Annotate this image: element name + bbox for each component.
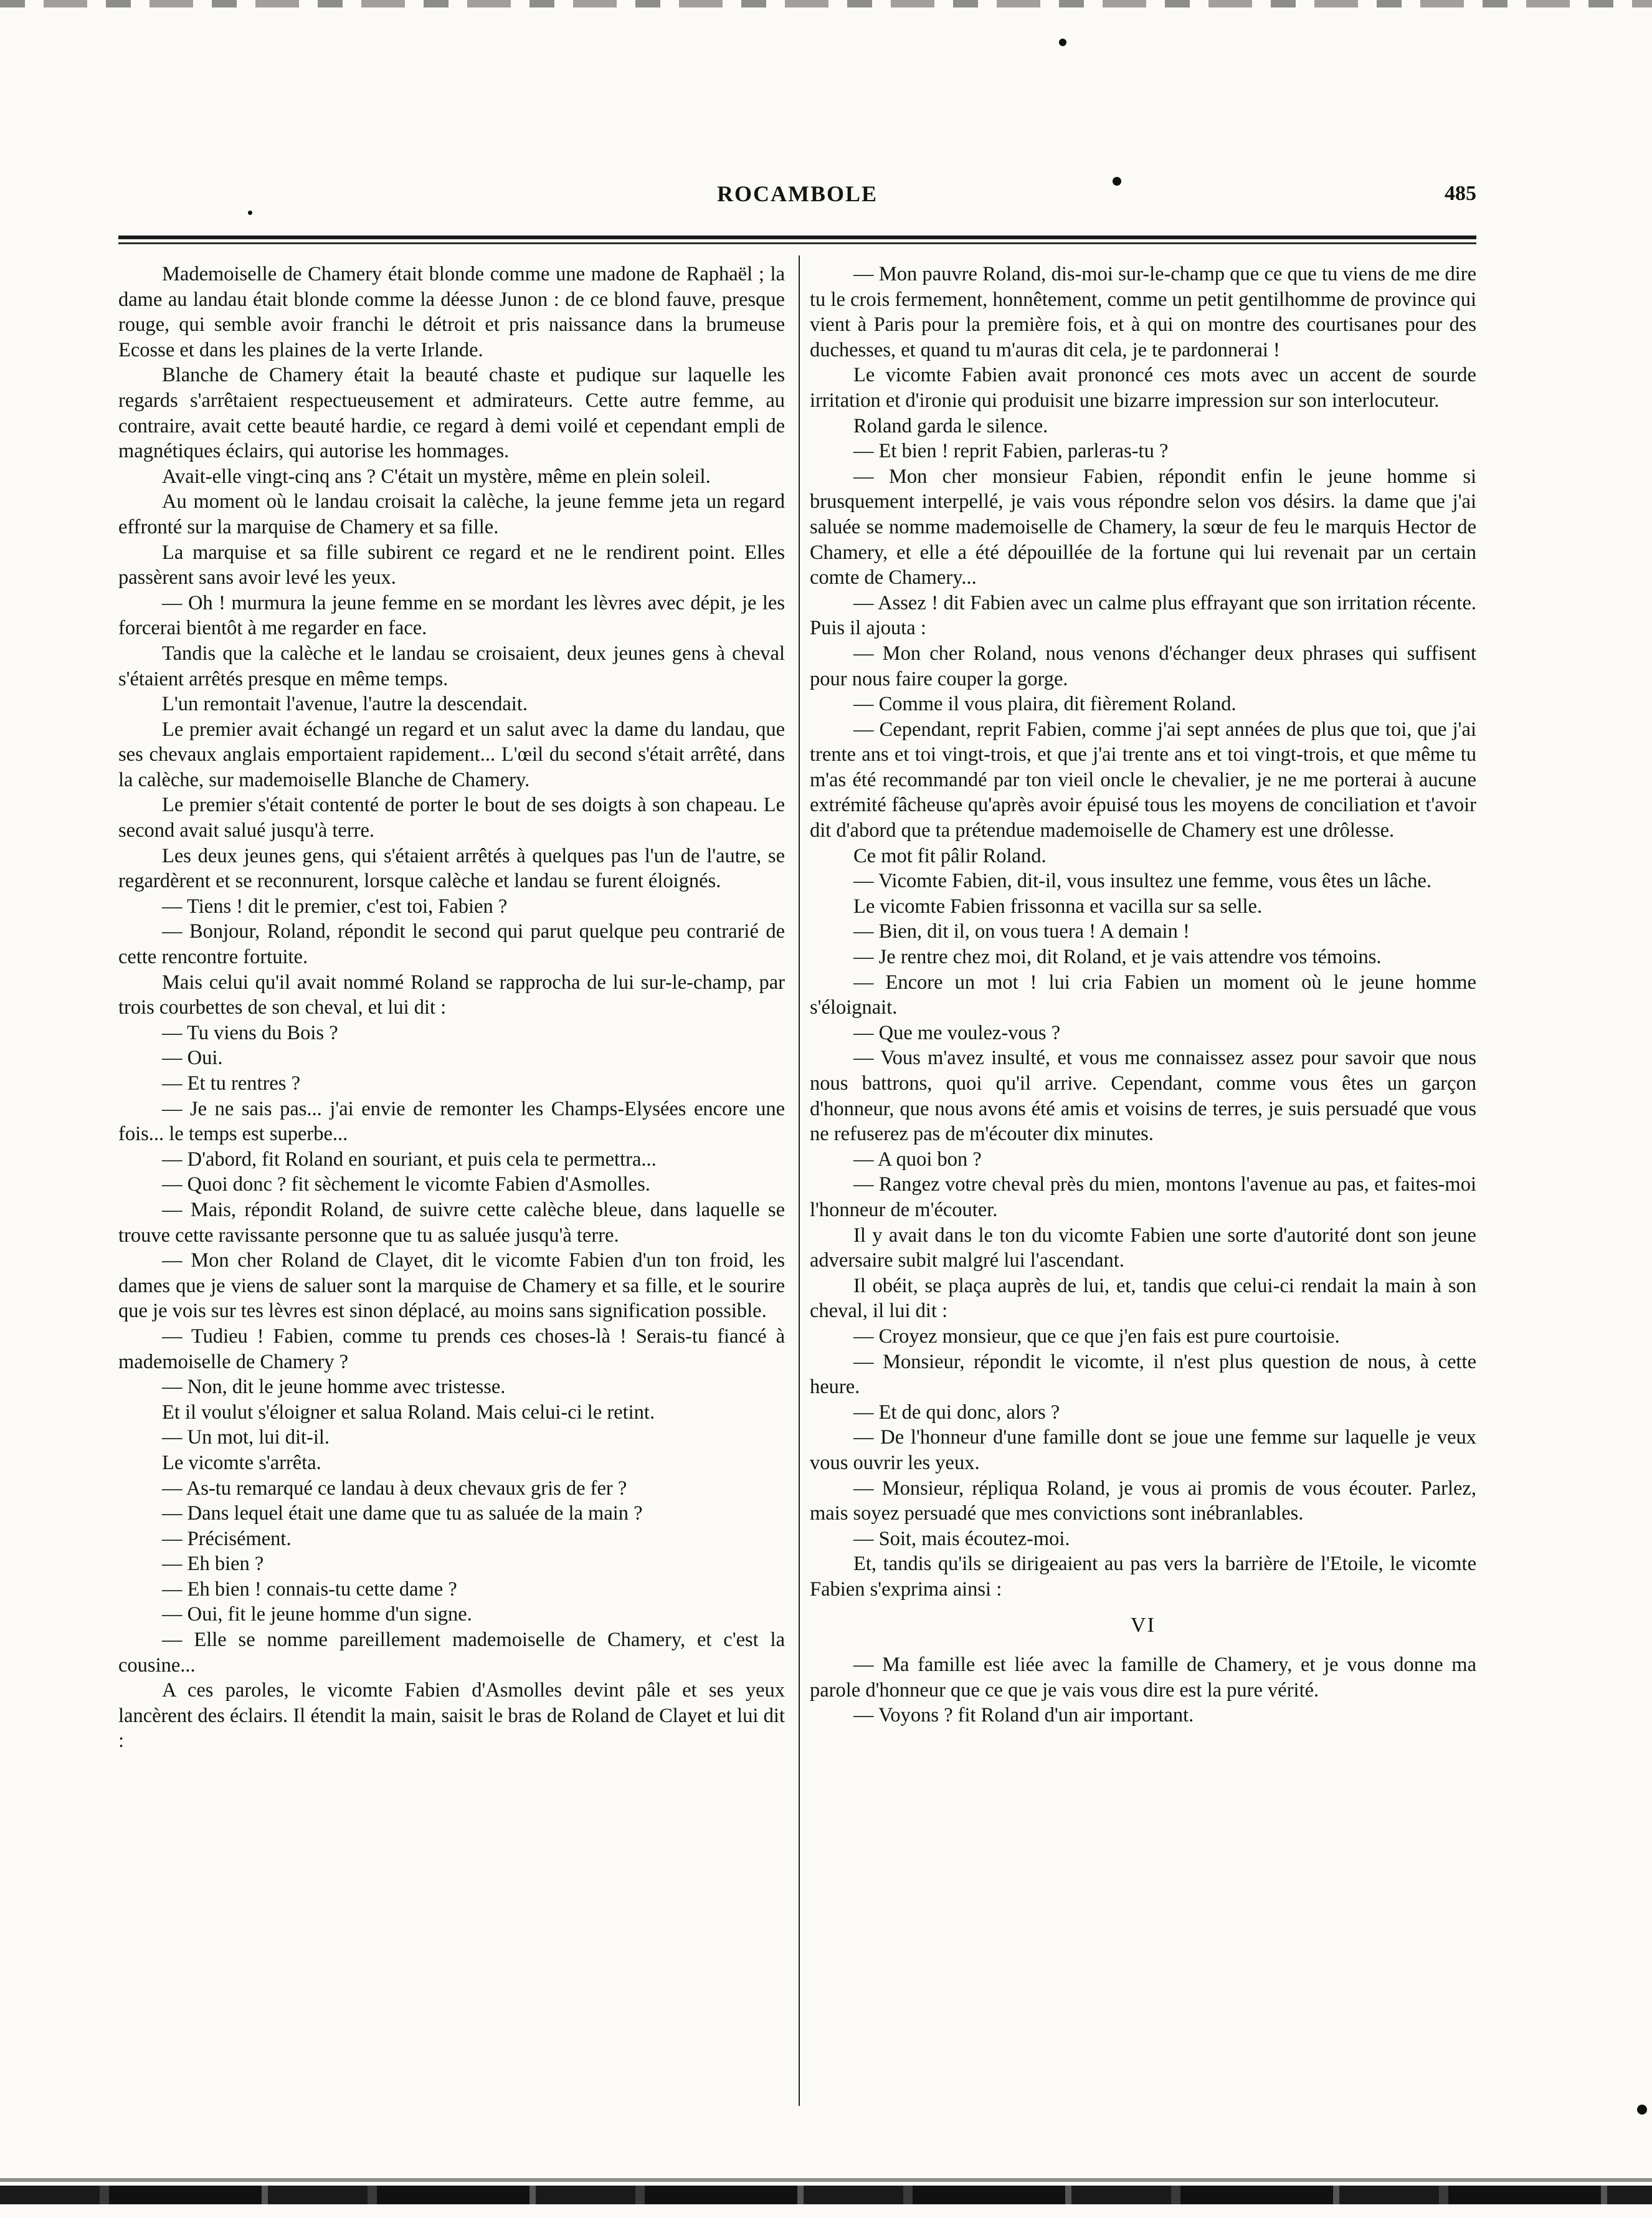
paragraph: — Mon pauvre Roland, dis-moi sur-le-champ que ce que tu viens de me dire tu le crois fermement, honnêtement, comme un petit gentilhomme de province qui vient à Paris pour la première fois, et à qui on montre des courtisanes pour des duchesses, et quand tu m'auras dit cela, je te pardonnerai ! bbox=[810, 263, 1476, 361]
paragraph: Il y avait dans le ton du vicomte Fabien une sorte d'autorité dont son jeune adversaire subit malgré lui l'ascendant. bbox=[810, 1224, 1476, 1272]
paragraph: Le vicomte Fabien avait prononcé ces mots avec un accent de sourde irritation et d'ironie qui produisit une bizarre impression sur son interlocuteur. bbox=[810, 364, 1476, 412]
right-column bbox=[810, 262, 1476, 1728]
page-header bbox=[118, 176, 1476, 213]
paragraph: — Tudieu ! Fabien, comme tu prends ces choses-là ! Serais-tu fiancé à mademoiselle de Chamery ? bbox=[118, 1325, 785, 1373]
paragraph: — Et bien ! reprit Fabien, parleras-tu ? bbox=[853, 440, 1169, 463]
paragraph: — Croyez monsieur, que ce que j'en fais est pure courtoisie. bbox=[853, 1325, 1340, 1348]
paragraph: — Et de qui donc, alors ? bbox=[853, 1401, 1060, 1424]
paragraph: — Oui. bbox=[162, 1047, 223, 1070]
paragraph: Ce mot fit pâlir Roland. bbox=[853, 844, 1047, 867]
paragraph: — Vous m'avez insulté, et vous me connaissez assez pour savoir que nous nous battrons, quoi qu'il arrive. Cependant, comme vous êtes un garçon d'honneur, que nous avons été amis et voisins de terres, je suis persuadé que vous ne refuserez pas de m'écouter dix minutes. bbox=[810, 1047, 1476, 1146]
paragraph: — Elle se nomme pareillement mademoiselle de Chamery, et c'est la cousine... bbox=[118, 1629, 785, 1677]
paragraph: — D'abord, fit Roland en souriant, et puis cela te permettra... bbox=[162, 1148, 657, 1171]
paragraph: Le vicomte s'arrêta. bbox=[162, 1451, 321, 1474]
paragraph: Le vicomte Fabien frissonna et vacilla sur sa selle. bbox=[853, 895, 1263, 918]
paragraph: Les deux jeunes gens, qui s'étaient arrêtés à quelques pas l'un de l'autre, se regardèrent et se reconnurent, lorsque calèche et landau se furent éloignés. bbox=[118, 844, 785, 893]
paragraph: Avait-elle vingt-cinq ans ? C'était un mystère, même en plein soleil. bbox=[162, 465, 711, 488]
paragraph: — Mon cher Roland, nous venons d'échanger deux phrases qui suffisent pour nous faire couper la gorge. bbox=[810, 642, 1476, 690]
paragraph: Mademoiselle de Chamery était blonde comme une madone de Raphaël ; la dame au landau était blonde comme la déesse Junon : de ce blond fauve, presque rouge, qui semble avoir franchi le détroit et pris naissance dans la brumeuse Ecosse et dans les plaines de la verte Irlande. bbox=[118, 263, 785, 361]
column-divider bbox=[799, 255, 800, 2106]
paragraph: — Monsieur, répliqua Roland, je vous ai promis de vous écouter. Parlez, mais soyez persuadé que mes convictions sont inébranlables. bbox=[810, 1477, 1476, 1525]
paragraph: — Je ne sais pas... j'ai envie de remonter les Champs-Elysées encore une fois... le temps est superbe... bbox=[118, 1097, 785, 1146]
header-rule bbox=[118, 236, 1476, 239]
paragraph: Blanche de Chamery était la beauté chaste et pudique sur laquelle les regards s'arrêtaient respectueusement et admirateurs. Cette autre femme, au contraire, avait cette beauté hardie, ce regard à demi voilé et cependant empli de magnétiques éclairs, qui autorise les hommages. bbox=[118, 364, 785, 463]
paragraph: — Encore un mot ! lui cria Fabien un moment où le jeune homme s'éloignait. bbox=[810, 971, 1476, 1019]
paragraph: — Et tu rentres ? bbox=[162, 1072, 301, 1095]
paragraph: — Cependant, reprit Fabien, comme j'ai sept années de plus que toi, que j'ai trente ans et toi vingt-trois, et que j'ai trente ans et toi vingt-trois, et que même tu m'as été recommandé par ton vieil oncle le chevalier, je ne me porterai à aucune extrémité fâcheuse qu'après avoir épuisé tous les moyens de conciliation et t'avoir dit d'abord que ta prétendue mademoiselle de Chamery est une drôlesse. bbox=[810, 718, 1476, 842]
paragraph: — Eh bien ? bbox=[162, 1553, 264, 1576]
paragraph: — Mon cher Roland de Clayet, dit le vicomte Fabien d'un ton froid, les dames que je viens de saluer sont la marquise de Chamery et sa fille, et le sourire que je vois sur tes lèvres est sinon déplacé, au moins sans signification possible. bbox=[118, 1249, 785, 1323]
paragraph: — Assez ! dit Fabien avec un calme plus effrayant que son irritation récente. Puis il ajouta : bbox=[810, 591, 1476, 640]
footer-rule bbox=[0, 2186, 1652, 2204]
paragraph: — Je rentre chez moi, dit Roland, et je vais attendre vos témoins. bbox=[853, 946, 1382, 969]
footer-rule-thin bbox=[0, 2178, 1652, 2182]
paragraph: — Mais, répondit Roland, de suivre cette calèche bleue, dans laquelle se trouve cette ravissante personne que tu as saluée jusqu'à terre. bbox=[118, 1198, 785, 1247]
paragraph: — Quoi donc ? fit sèchement le vicomte Fabien d'Asmolles. bbox=[162, 1173, 650, 1196]
paragraph: Mais celui qu'il avait nommé Roland se rapprocha de lui sur-le-champ, par trois courbettes de son cheval, et lui dit : bbox=[118, 971, 785, 1019]
paragraph: Et, tandis qu'ils se dirigeaient au pas vers la barrière de l'Etoile, le vicomte Fabien s'exprima ainsi : bbox=[810, 1553, 1476, 1601]
ink-speck bbox=[1637, 2105, 1647, 2115]
running-title: ROCAMBOLE bbox=[716, 181, 878, 206]
paragraph: — As-tu remarqué ce landau à deux chevaux gris de fer ? bbox=[162, 1477, 627, 1500]
paragraph: Au moment où le landau croisait la calèche, la jeune femme jeta un regard effronté sur la marquise de Chamery et sa fille. bbox=[118, 490, 785, 538]
paragraph: — Précisément. bbox=[162, 1527, 292, 1550]
paragraph: — Voyons ? fit Roland d'un air important. bbox=[853, 1704, 1194, 1727]
page-top-edge bbox=[0, 0, 1652, 7]
paragraph: — Tu viens du Bois ? bbox=[162, 1021, 338, 1044]
paragraph: — Bien, dit il, on vous tuera ! A demain ! bbox=[853, 920, 1190, 943]
paragraph: — Ma famille est liée avec la famille de Chamery, et je vous donne ma parole d'honneur que ce que je vais vous dire est la pure vérité. bbox=[810, 1654, 1476, 1702]
left-column bbox=[118, 262, 785, 1754]
header-rule-thin bbox=[118, 242, 1476, 244]
paragraph: — Monsieur, répondit le vicomte, il n'est plus question de nous, à cette heure. bbox=[810, 1350, 1476, 1399]
chapter-heading: VI bbox=[1131, 1614, 1156, 1637]
paragraph: — Eh bien ! connais-tu cette dame ? bbox=[162, 1578, 457, 1601]
paragraph: — Oh ! murmura la jeune femme en se mordant les lèvres avec dépit, je les forcerai bientôt à me regarder en face. bbox=[118, 591, 785, 640]
paragraph: — Soit, mais écoutez-moi. bbox=[853, 1527, 1070, 1550]
paragraph: — Non, dit le jeune homme avec tristesse. bbox=[162, 1376, 506, 1399]
paragraph: Le premier s'était contenté de porter le bout de ses doigts à son chapeau. Le second avait salué jusqu'à terre. bbox=[118, 794, 785, 842]
paragraph: La marquise et sa fille subirent ce regard et ne le rendirent point. Elles passèrent sans avoir levé les yeux. bbox=[118, 541, 785, 589]
paragraph: — Comme il vous plaira, dit fièrement Roland. bbox=[853, 693, 1237, 716]
paragraph: — De l'honneur d'une famille dont se joue une femme sur laquelle je veux vous ouvrir les yeux. bbox=[810, 1426, 1476, 1474]
paragraph: Roland garda le silence. bbox=[853, 414, 1048, 437]
page-number: 485 bbox=[1445, 182, 1476, 205]
paragraph: — A quoi bon ? bbox=[853, 1148, 982, 1171]
paragraph: — Que me voulez-vous ? bbox=[853, 1021, 1061, 1044]
paragraph: — Mon cher monsieur Fabien, répondit enfin le jeune homme si brusquement interpellé, je vais vous répondre selon vos désirs. la dame que j'ai saluée se nomme mademoiselle de Chamery, la sœur de feu le marquis Hector de Chamery, et elle a été dépouillée de la fortune qui lui revenait par un certain comte de Chamery... bbox=[810, 465, 1476, 589]
paragraph: — Tiens ! dit le premier, c'est toi, Fabien ? bbox=[162, 895, 508, 918]
paragraph: L'un remontait l'avenue, l'autre la descendait. bbox=[162, 693, 528, 716]
paragraph: Et il voulut s'éloigner et salua Roland. Mais celui-ci le retint. bbox=[162, 1401, 655, 1424]
paragraph: — Rangez votre cheval près du mien, montons l'avenue au pas, et faites-moi l'honneur de m'écouter. bbox=[810, 1173, 1476, 1221]
paragraph: Il obéit, se plaça auprès de lui, et, tandis que celui-ci rendait la main à son cheval, il lui dit : bbox=[810, 1274, 1476, 1323]
paragraph: — Dans lequel était une dame que tu as saluée de la main ? bbox=[162, 1502, 643, 1525]
ink-speck bbox=[1059, 39, 1066, 46]
paragraph: Le premier avait échangé un regard et un salut avec la dame du landau, que ses chevaux anglais emportaient rapidement... L'œil du second s'était arrêté, dans la calèche, sur mademoiselle Blanche de Chamery. bbox=[118, 718, 785, 791]
paragraph: Tandis que la calèche et le landau se croisaient, deux jeunes gens à cheval s'étaient arrêtés presque en même temps. bbox=[118, 642, 785, 690]
paragraph: — Bonjour, Roland, répondit le second qui parut quelque peu contrarié de cette rencontre fortuite. bbox=[118, 920, 785, 969]
paragraph: — Oui, fit le jeune homme d'un signe. bbox=[162, 1603, 472, 1626]
paragraph: A ces paroles, le vicomte Fabien d'Asmolles devint pâle et ses yeux lancèrent des éclairs. Il étendit la main, saisit le bras de Roland de Clayet et lui dit : bbox=[118, 1679, 785, 1753]
paragraph: — Vicomte Fabien, dit-il, vous insultez une femme, vous êtes un lâche. bbox=[853, 870, 1432, 893]
paragraph: — Un mot, lui dit-il. bbox=[162, 1426, 330, 1449]
